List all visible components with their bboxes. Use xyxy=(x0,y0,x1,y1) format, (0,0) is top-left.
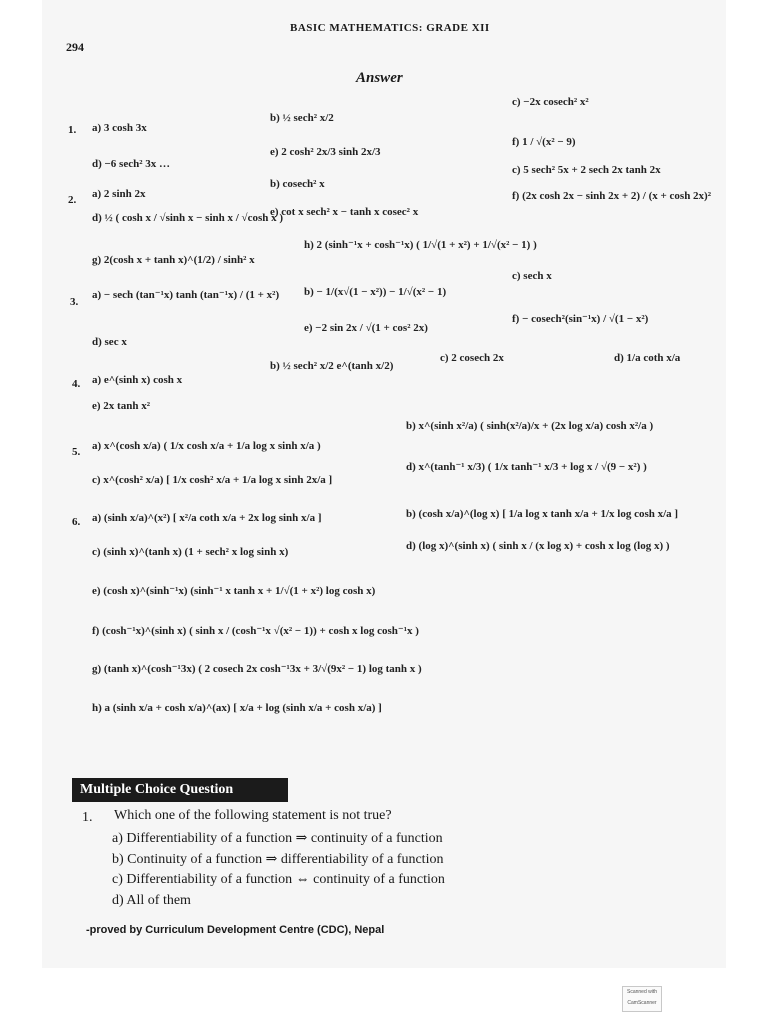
question-number: 3. xyxy=(70,296,79,308)
answer-4a: a) e^(sinh x) cosh x xyxy=(92,374,183,386)
mcq-option-c: c) Differentiability of a function ⇔ continuity of a function xyxy=(112,872,445,887)
answer-1c: c) −2x cosech² x² xyxy=(512,96,589,108)
scanner-stamp: Scanned with CamScanner xyxy=(622,986,662,1012)
answer-4e: e) 2x tanh x² xyxy=(92,400,150,412)
question-number: 4. xyxy=(72,378,81,390)
answer-1d: d) −6 sech² 3x … xyxy=(92,158,171,170)
answer-6a: a) (sinh x/a)^(x²) [ x²/a coth x/a + 2x log sinh x/a ] xyxy=(92,512,322,524)
answer-3f: f) − cosech²(sin⁻¹x) / √(1 − x²) xyxy=(512,313,649,325)
answer-3b: b) − 1/(x√(1 − x²)) − 1/√(x² − 1) xyxy=(304,286,447,298)
answer-2a: a) 2 sinh 2x xyxy=(92,188,146,200)
question-number: 2. xyxy=(68,194,77,206)
answer-3d: d) sec x xyxy=(92,336,127,348)
page-number: 294 xyxy=(66,40,84,54)
answer-5a: a) x^(cosh x/a) ( 1/x cosh x/a + 1/a log x sinh x/a ) xyxy=(92,440,321,452)
mcq-heading: Multiple Choice Question xyxy=(72,778,288,802)
answer-5b: b) x^(sinh x²/a) ( sinh(x²/a)/x + (2x log x/a) cosh x²/a ) xyxy=(406,420,654,432)
question-number: 6. xyxy=(72,516,81,528)
answer-6d: d) (log x)^(sinh x) ( sinh x / (x log x) + cosh x log (log x) ) xyxy=(406,540,670,552)
answer-1a: a) 3 cosh 3x xyxy=(92,122,147,134)
answer-5c: c) x^(cosh² x/a) [ 1/x cosh² x/a + 1/a log x sinh 2x/a ] xyxy=(92,474,333,486)
answer-4b: b) ½ sech² x/2 e^(tanh x/2) xyxy=(270,360,394,372)
answer-1b: b) ½ sech² x/2 xyxy=(270,112,334,124)
answer-4c: c) 2 cosech 2x xyxy=(440,352,504,364)
answer-3a: a) − sech (tan⁻¹x) tanh (tan⁻¹x) / (1 + x²) xyxy=(92,289,280,301)
answer-2b: b) cosech² x xyxy=(270,178,325,190)
answer-6g: g) (tanh x)^(cosh⁻¹3x) ( 2 cosech 2x cosh⁻¹3x + 3/√(9x² − 1) log tanh x ) xyxy=(92,663,422,675)
mcq-option-b: b) Continuity of a function ⇒ differentiability of a function xyxy=(112,852,444,867)
question-number: 1. xyxy=(68,124,77,136)
answer-1f: f) 1 / √(x² − 9) xyxy=(512,136,576,148)
answer-1e: e) 2 cosh² 2x/3 sinh 2x/3 xyxy=(270,146,381,158)
answer-2c: c) 5 sech² 5x + 2 sech 2x tanh 2x xyxy=(512,164,661,176)
answer-4d: d) 1/a coth x/a xyxy=(614,352,681,364)
answer-6e: e) (cosh x)^(sinh⁻¹x) (sinh⁻¹ x tanh x + 1/√(1 + x²) log cosh x) xyxy=(92,585,376,597)
answer-6b: b) (cosh x/a)^(log x) [ 1/a log x tanh x/a + 1/x log cosh x/a ] xyxy=(406,508,679,520)
answer-2h: h) 2 (sinh⁻¹x + cosh⁻¹x) ( 1/√(1 + x²) + 1/√(x² − 1) ) xyxy=(304,239,537,251)
page-footer: -proved by Curriculum Development Centre (CDC), Nepal xyxy=(86,924,385,936)
running-header: BASIC MATHEMATICS: GRADE XII xyxy=(290,22,490,34)
answer-6c: c) (sinh x)^(tanh x) (1 + sech² x log sinh x) xyxy=(92,546,289,558)
answer-section-title: Answer xyxy=(356,70,403,86)
answer-3c: c) sech x xyxy=(512,270,552,282)
answer-2d: d) ½ ( cosh x / √sinh x − sinh x / √cosh x ) xyxy=(92,212,284,224)
answer-2g: g) 2(cosh x + tanh x)^(1/2) / sinh² x xyxy=(92,254,255,266)
answer-6f: f) (cosh⁻¹x)^(sinh x) ( sinh x / (cosh⁻¹x √(x² − 1)) + cosh x log cosh⁻¹x ) xyxy=(92,625,419,637)
mcq-question-number: 1. xyxy=(82,810,93,825)
mcq-question: Which one of the following statement is not true? xyxy=(114,808,392,823)
question-number: 5. xyxy=(72,446,81,458)
mcq-option-d: d) All of them xyxy=(112,893,191,908)
answer-2e: e) cot x sech² x − tanh x cosec² x xyxy=(270,206,419,218)
answer-2f: f) (2x cosh 2x − sinh 2x + 2) / (x + cosh 2x)² xyxy=(512,190,712,202)
answer-3e: e) −2 sin 2x / √(1 + cos² 2x) xyxy=(304,322,428,334)
answer-5d: d) x^(tanh⁻¹ x/3) ( 1/x tanh⁻¹ x/3 + log x / √(9 − x²) ) xyxy=(406,461,647,473)
mcq-option-a: a) Differentiability of a function ⇒ continuity of a function xyxy=(112,831,443,846)
answer-6h: h) a (sinh x/a + cosh x/a)^(ax) [ x/a + log (sinh x/a + cosh x/a) ] xyxy=(92,702,382,714)
